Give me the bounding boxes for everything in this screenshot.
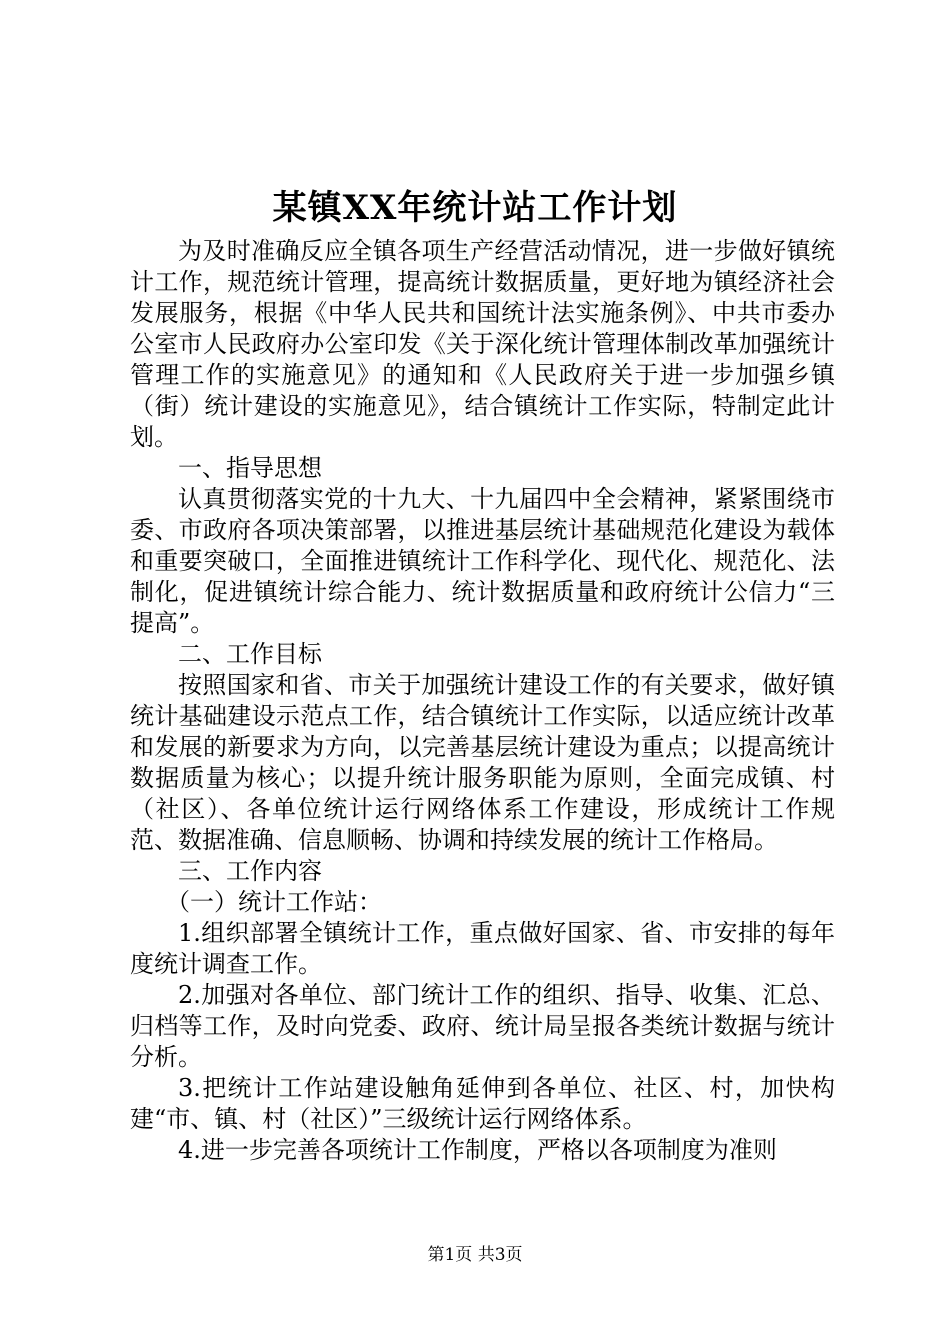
list-item-3: 3.把统计工作站建设触角延伸到各单位、社区、村，加快构建“市、镇、村（社区）”三级统计运行网络体系。 <box>130 1074 835 1133</box>
section-heading-1: 一、指导思想 <box>178 454 322 482</box>
document-title: 某镇XX年统计站工作计划 <box>272 188 678 228</box>
document-body <box>130 236 835 1166</box>
section-heading-3: 三、工作内容 <box>178 857 322 885</box>
list-item-1: 1.组织部署全镇统计工作，重点做好国家、省、市安排的每年度统计调查工作。 <box>130 919 835 978</box>
paragraph-intro: 为及时准确反应全镇各项生产经营活动情况，进一步做好镇统计工作，规范统计管理，提高统计数据质量，更好地为镇经济社会发展服务，根据《中华人民共和国统计法实施条例》、中共市委办公室市人民政府办公室印发《关于深化统计管理体制改革加强统计管理工作的实施意见》的通知和《人民政府关于进一步加强乡镇（街）统计建设的实施意见》，结合镇统计工作实际，特制定此计划。 <box>130 237 835 451</box>
list-item-4: 4.进一步完善各项统计工作制度，严格以各项制度为准则 <box>178 1136 777 1164</box>
paragraph-goals: 按照国家和省、市关于加强统计建设工作的有关要求，做好镇统计基础建设示范点工作，结合镇统计工作实际，以适应统计改革和发展的新要求为方向，以完善基层统计建设为重点；以提高统计数据质量为核心；以提升统计服务职能为原则，全面完成镇、村（社区）、各单位统计运行网络体系工作建设，形成统计工作规范、数据准确、信息顺畅、协调和持续发展的统计工作格局。 <box>130 671 835 854</box>
page-footer: 第1页 共3页 <box>427 1245 523 1265</box>
list-item-2: 2.加强对各单位、部门统计工作的组织、指导、收集、汇总、归档等工作，及时向党委、政府、统计局呈报各类统计数据与统计分析。 <box>130 981 835 1071</box>
paragraph-guiding: 认真贯彻落实党的十九大、十九届四中全会精神，紧紧围绕市委、市政府各项决策部署，以推进基层统计基础规范化建设为载体和重要突破口，全面推进镇统计工作科学化、现代化、规范化、法制化，促进镇统计综合能力、统计数据质量和政府统计公信力“三提高”。 <box>130 485 835 637</box>
subsection-heading-1: （一）统计工作站： <box>166 888 382 916</box>
section-heading-2: 二、工作目标 <box>178 640 322 668</box>
